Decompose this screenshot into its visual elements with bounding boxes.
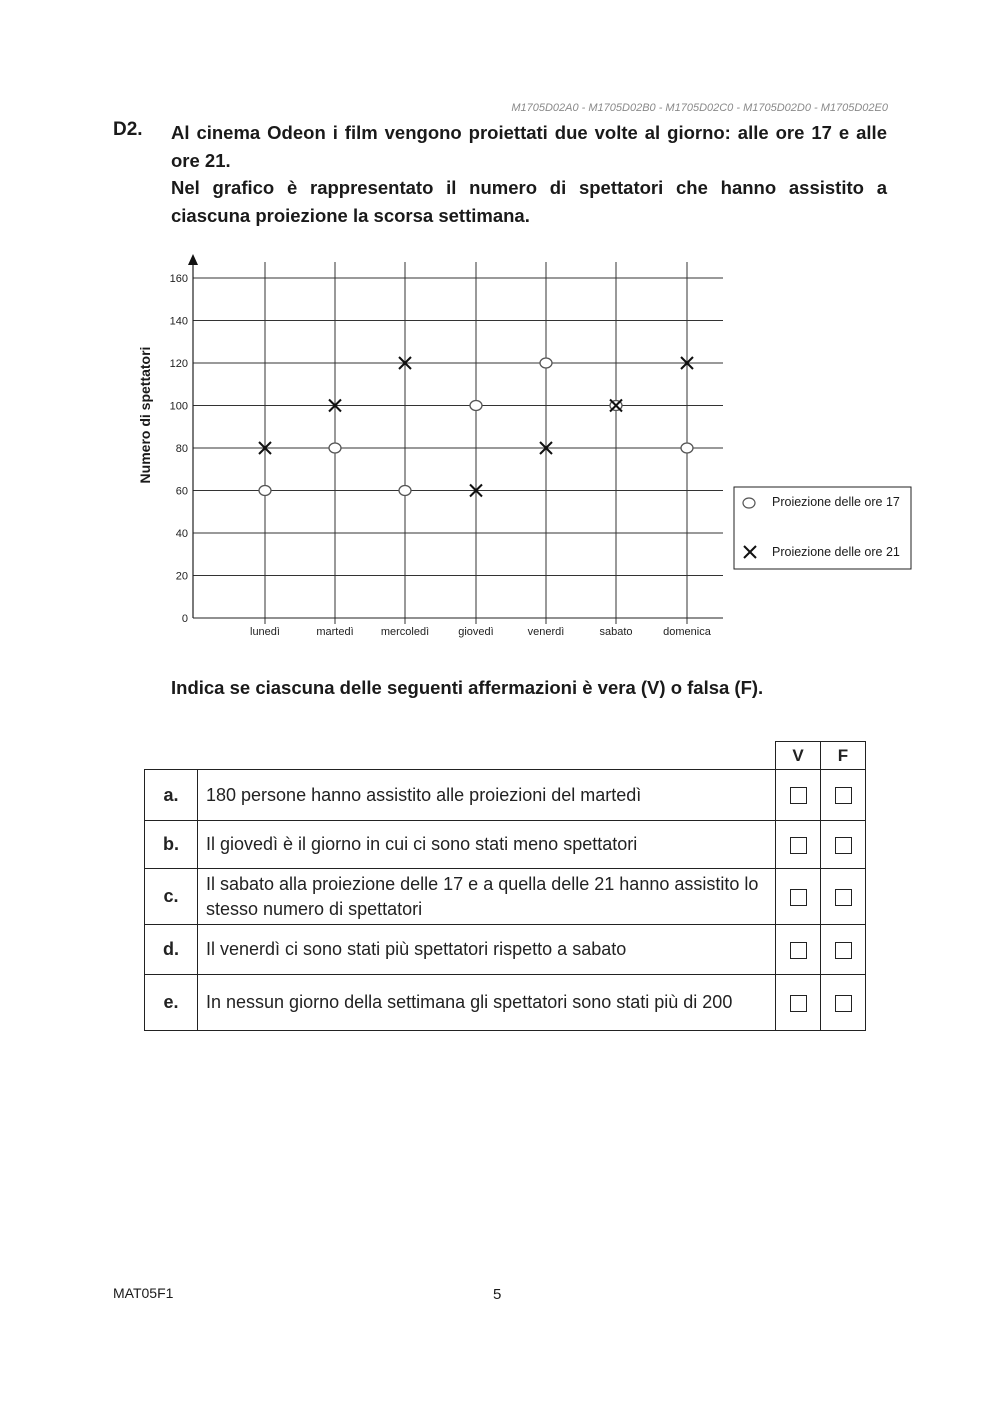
page-number: 5 — [493, 1286, 502, 1303]
question-paragraph-1: Al cinema Odeon i film vengono proiettati due volte al giorno: alle ore 17 e alle ore 21. — [171, 122, 887, 171]
header-true: V — [776, 742, 821, 770]
answer-cell-true — [776, 975, 821, 1031]
checkbox-false[interactable] — [835, 942, 852, 959]
point-17 — [540, 358, 552, 368]
statement-letter: e. — [145, 975, 198, 1031]
checkbox-false[interactable] — [835, 995, 852, 1012]
checkbox-true[interactable] — [790, 787, 807, 804]
statement-text: 180 persone hanno assistito alle proiezioni del martedì — [198, 770, 776, 821]
table-row — [145, 770, 866, 821]
answer-cell-false — [821, 821, 866, 869]
point-17 — [470, 401, 482, 411]
answer-cell-false — [821, 975, 866, 1031]
chart-grid — [193, 262, 723, 624]
x-tick-labels — [250, 626, 712, 638]
x-tick-label: mercoledì — [380, 626, 430, 638]
answer-cell-true — [776, 770, 821, 821]
footer-code: MAT05F1 — [113, 1285, 174, 1301]
statement-text: Il giovedì è il giorno in cui ci sono stati meno spettatori — [198, 821, 776, 869]
y-tick-label: 100 — [169, 400, 188, 413]
checkbox-true[interactable] — [790, 995, 807, 1012]
statement-letter: b. — [145, 821, 198, 869]
y-tick-label: 160 — [169, 273, 188, 285]
answer-cell-true — [776, 869, 821, 925]
chart-axes — [188, 254, 723, 618]
x-tick-label: giovedì — [458, 626, 494, 638]
table-row — [145, 925, 866, 975]
y-tick-label: 60 — [175, 485, 188, 498]
instruction-text: Indica se ciascuna delle seguenti affermazioni è vera (V) o falsa (F). — [171, 677, 764, 698]
header-false: F — [821, 742, 866, 770]
y-tick-label: 20 — [175, 570, 188, 583]
question-number: D2. — [113, 119, 143, 140]
statement-text: In nessun giorno della settimana gli spettatori sono stati più di 200 — [198, 975, 776, 1031]
answer-cell-true — [776, 925, 821, 975]
spectators-chart — [0, 0, 1000, 660]
table-header-row — [145, 742, 866, 770]
checkbox-true[interactable] — [790, 942, 807, 959]
checkbox-false[interactable] — [835, 787, 852, 804]
statement-text: Il venerdì ci sono stati più spettatori rispetto a sabato — [198, 925, 776, 975]
table-row — [145, 975, 866, 1031]
point-17 — [399, 486, 411, 496]
point-17 — [259, 486, 271, 496]
legend-circle-icon — [743, 498, 755, 508]
checkbox-true[interactable] — [790, 889, 807, 906]
answer-cell-true — [776, 821, 821, 869]
answer-cell-false — [821, 869, 866, 925]
y-tick-label: 120 — [169, 358, 188, 370]
chart-legend — [734, 487, 911, 569]
item-code: M1705D02A0 - M1705D02B0 - M1705D02C0 - M1705D02D0 - M1705D02E0 — [511, 102, 888, 114]
question-paragraph-2: Nel grafico è rappresentato il numero di spettatori che hanno assistito a ciascuna proiezione la scorsa settimana. — [171, 177, 887, 226]
table-row — [145, 869, 866, 925]
x-tick-label: lunedì — [250, 626, 280, 638]
statement-letter: d. — [145, 925, 198, 975]
checkbox-false[interactable] — [835, 837, 852, 854]
statement-text: Il sabato alla proiezione delle 17 e a quella delle 21 hanno assistito lo stesso numero di spettatori — [198, 869, 776, 925]
legend-label-21: Proiezione delle ore 21 — [772, 545, 900, 559]
checkbox-true[interactable] — [790, 837, 807, 854]
legend-label-17: Proiezione delle ore 17 — [772, 495, 900, 509]
statement-letter: a. — [145, 770, 198, 821]
y-tick-labels — [170, 273, 188, 625]
y-tick-label: 0 — [181, 613, 188, 625]
point-17 — [329, 443, 341, 453]
x-tick-label: venerdì — [527, 626, 565, 638]
x-tick-label: domenica — [663, 626, 711, 638]
y-axis-arrow-icon — [188, 254, 198, 265]
true-false-table — [144, 741, 866, 1031]
y-tick-label: 80 — [175, 443, 188, 455]
y-tick-label: 40 — [175, 528, 188, 540]
x-tick-label: sabato — [599, 626, 633, 638]
y-tick-label: 140 — [169, 315, 188, 328]
y-axis-label: Numero di spettatori — [137, 346, 153, 484]
checkbox-false[interactable] — [835, 889, 852, 906]
answer-cell-false — [821, 770, 866, 821]
statement-letter: c. — [145, 869, 198, 925]
table-row — [145, 821, 866, 869]
answer-cell-false — [821, 925, 866, 975]
x-tick-label: martedì — [316, 626, 354, 638]
point-17 — [681, 443, 693, 453]
